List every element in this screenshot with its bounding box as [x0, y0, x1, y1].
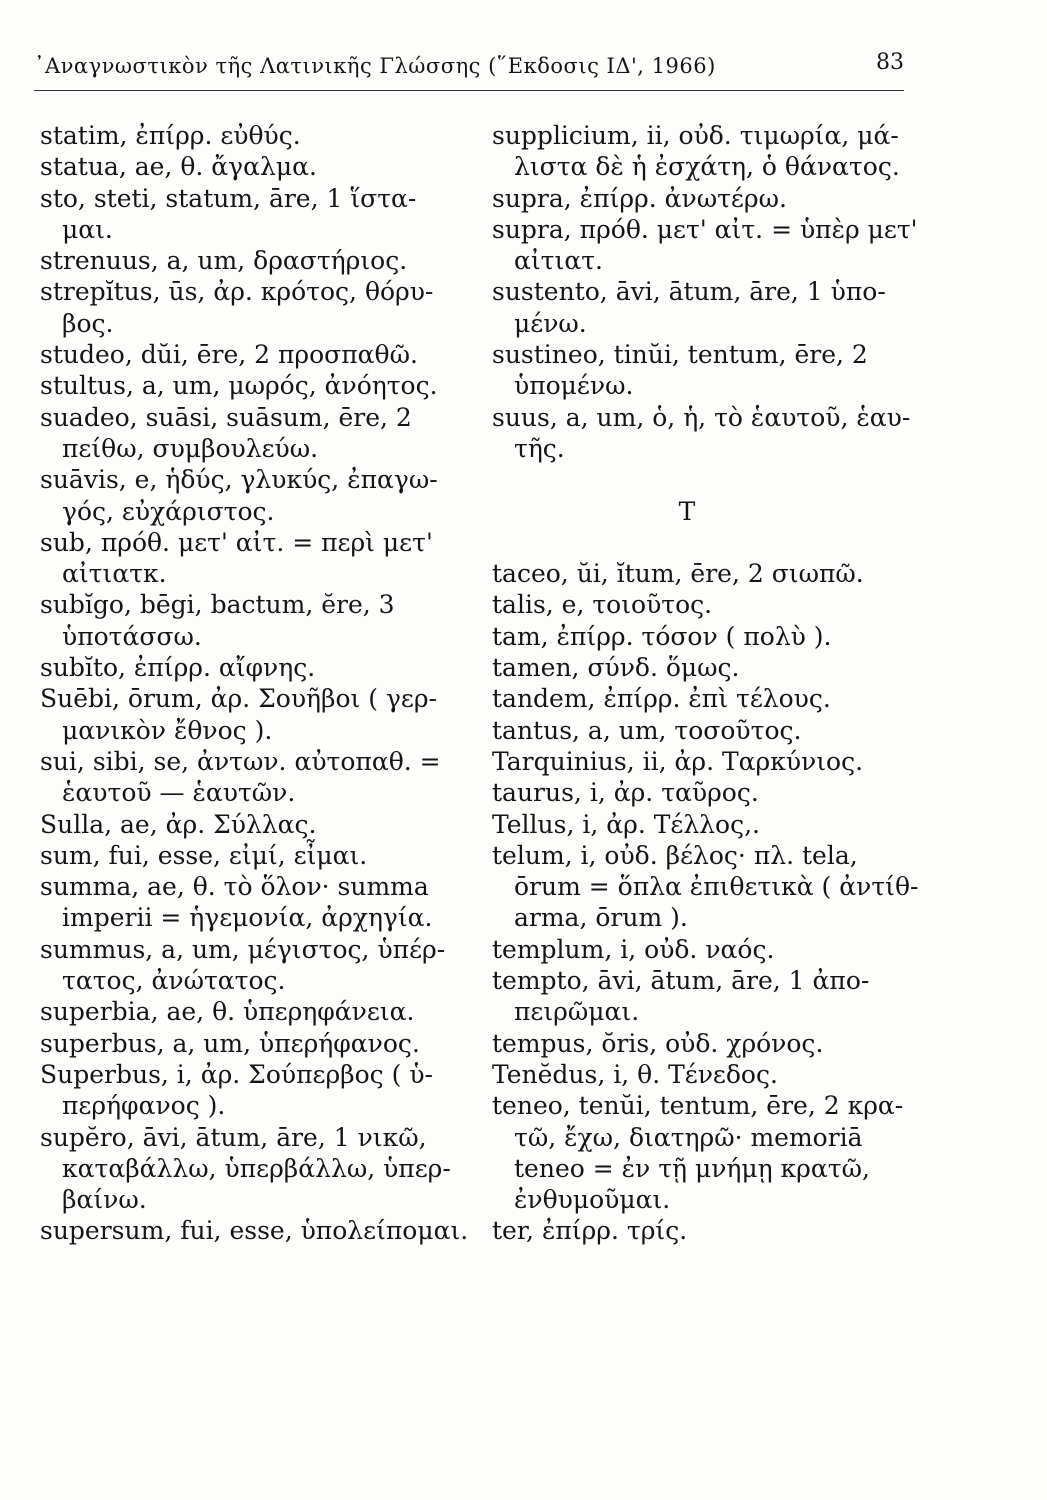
dictionary-line: tantus, a, um, τοσοῦτος. — [492, 715, 802, 745]
dictionary-line: sum, fui, esse, εἰμί, εἶμαι. — [40, 840, 368, 870]
dictionary-line: summa, ae, θ. τὸ ὅλον· summa — [40, 872, 429, 902]
dictionary-line: βος. — [62, 308, 114, 338]
dictionary-line: imperii = ἡγεμονία, ἀρχηγία. — [62, 903, 433, 933]
dictionary-line: sto, steti, statum, āre, 1 ἵστα- — [40, 183, 417, 213]
dictionary-line: templum, i, οὐδ. ναός. — [492, 934, 775, 964]
dictionary-line: tandem, ἐπίρρ. ἐπὶ τέλους. — [492, 684, 831, 714]
dictionary-line: sustineo, tinŭi, tentum, ēre, 2 — [492, 340, 868, 370]
dictionary-line: suus, a, um, ὁ, ἡ, τὸ ἑαυτοῦ, ἑαυ- — [492, 402, 911, 432]
dictionary-line: supersum, fui, esse, ὑπολείπομαι. — [40, 1216, 469, 1246]
dictionary-line: statim, ἐπίρρ. εὐθύς. — [40, 121, 301, 150]
dictionary-line: supra, ἐπίρρ. ἀνωτέρω. — [492, 183, 787, 213]
dictionary-line: subĭto, ἐπίρρ. αἴφνης. — [40, 653, 316, 683]
dictionary-line: supplicium, ii, οὐδ. τιμωρία, μά- — [492, 121, 899, 150]
dictionary-line — [492, 464, 922, 495]
dictionary-line — [492, 527, 922, 558]
dictionary-line: ὑπομένω. — [514, 371, 634, 401]
dictionary-line: tempto, āvi, ātum, āre, 1 ἀπο- — [492, 966, 870, 996]
dictionary-line: stultus, a, um, μωρός, ἀνόητος. — [40, 371, 438, 401]
dictionary-line: sub, πρόθ. μετ' αἰτ. = περὶ μετ' — [40, 527, 433, 557]
dictionary-line: πειρῶμαι. — [514, 997, 640, 1027]
dictionary-line: ōrum = ὅπλα ἐπιθετικὰ ( ἀντίθ- — [514, 872, 919, 902]
dictionary-line: μένω. — [514, 308, 587, 338]
dictionary-line: αἰτιατ. — [514, 246, 603, 276]
dictionary-line: studeo, dŭi, ēre, 2 προσπαθῶ. — [40, 340, 418, 370]
dictionary-line: statua, ae, θ. ἄγαλμα. — [40, 152, 317, 182]
dictionary-line: πείθω, συμβουλεύω. — [62, 433, 319, 463]
dictionary-line: taurus, i, ἀρ. ταῦρος. — [492, 778, 759, 808]
dictionary-line: tempus, ŏris, οὐδ. χρόνος. — [492, 1028, 824, 1058]
dictionary-line: teneo = ἐν τῇ μνήμῃ κρατῶ, — [514, 1153, 870, 1183]
dictionary-line: strenuus, a, um, δραστήριος. — [40, 246, 408, 276]
dictionary-line: sustento, āvi, ātum, āre, 1 ὑπο- — [492, 277, 886, 307]
dictionary-line: arma, ōrum ). — [514, 903, 688, 933]
dictionary-line: teneo, tenŭi, tentum, ēre, 2 κρα- — [492, 1091, 904, 1121]
dictionary-line: Superbus, i, ἀρ. Σούπερβος ( ὑ- — [40, 1059, 433, 1089]
dictionary-line: γός, εὐχάριστος. — [62, 496, 275, 526]
dictionary-line: Sulla, ae, ἀρ. Σύλλας. — [40, 809, 317, 839]
dictionary-line: λιστα δὲ ἡ ἐσχάτη, ὁ θάνατος. — [514, 152, 900, 182]
running-title: ᾿Αναγνωστικὸν τῆς Λατινικῆς Γλώσσης (῞Εκδοσις ΙΔ', 1966) — [34, 54, 716, 78]
dictionary-line: ter, ἐπίρρ. τρίς. — [492, 1216, 688, 1246]
dictionary-line: ὑποτάσσω. — [62, 621, 202, 651]
right-column — [492, 120, 922, 1247]
dictionary-line: taceo, ŭi, ĭtum, ēre, 2 σιωπῶ. — [492, 559, 864, 589]
dictionary-line: τῆς. — [514, 433, 565, 463]
dictionary-line: suāvis, e, ἡδύς, γλυκύς, ἐπαγω- — [40, 465, 438, 495]
dictionary-line: τῶ, ἔχω, διατηρῶ· memoriā — [514, 1122, 863, 1152]
dictionary-line: summus, a, um, μέγιστος, ὑπέρ- — [40, 934, 446, 964]
section-letter: T — [678, 496, 696, 526]
dictionary-line: καταβάλλω, ὑπερβάλλω, ὑπερ- — [62, 1153, 451, 1183]
dictionary-line: βαίνω. — [62, 1185, 147, 1215]
dictionary-line: ἑαυτοῦ — ἑαυτῶν. — [62, 778, 296, 808]
dictionary-line: talis, e, τοιοῦτος. — [492, 590, 713, 620]
dictionary-line: μαι. — [62, 214, 113, 244]
dictionary-line: Tarquinius, ii, ἀρ. Ταρκύνιος. — [492, 746, 864, 776]
dictionary-line: suadeo, suāsi, suāsum, ēre, 2 — [40, 402, 412, 432]
dictionary-line: superbia, ae, θ. ὑπερηφάνεια. — [40, 997, 415, 1027]
dictionary-line: Suēbi, ōrum, ἀρ. Σουῆβοι ( γερ- — [40, 684, 437, 714]
dictionary-line: superbus, a, um, ὑπερήφανος. — [40, 1028, 420, 1058]
dictionary-line: supra, πρόθ. μετ' αἰτ. = ὑπὲρ μετ' — [492, 214, 918, 244]
left-column — [40, 120, 480, 1247]
dictionary-line: περήφανος ). — [62, 1091, 226, 1121]
dictionary-line: μανικὸν ἔθνος ). — [62, 715, 273, 745]
dictionary-line: sui, sibi, se, ἀντων. αὐτοπαθ. = — [40, 746, 441, 776]
page-header — [34, 50, 904, 91]
dictionary-line: supĕro, āvi, ātum, āre, 1 νικῶ, — [40, 1122, 427, 1152]
dictionary-line: strepĭtus, ūs, ἀρ. κρότος, θόρυ- — [40, 277, 434, 307]
dictionary-line: tamen, σύνδ. ὅμως. — [492, 653, 740, 683]
page-number: 83 — [876, 50, 904, 75]
dictionary-line: telum, i, οὐδ. βέλος· πλ. tela, — [492, 840, 858, 870]
dictionary-line: αἰτιατκ. — [62, 559, 167, 589]
dictionary-line: ἐνθυμοῦμαι. — [514, 1185, 671, 1215]
dictionary-line: subĭgo, bēgi, bactum, ĕre, 3 — [40, 590, 395, 620]
dictionary-line: Tellus, i, ἀρ. Τέλλος,. — [492, 809, 760, 839]
dictionary-line: tam, ἐπίρρ. τόσον ( πολὺ ). — [492, 621, 832, 651]
dictionary-line: τατος, ἀνώτατος. — [62, 966, 286, 996]
dictionary-line: Tenĕdus, i, θ. Τένεδος. — [492, 1059, 778, 1089]
